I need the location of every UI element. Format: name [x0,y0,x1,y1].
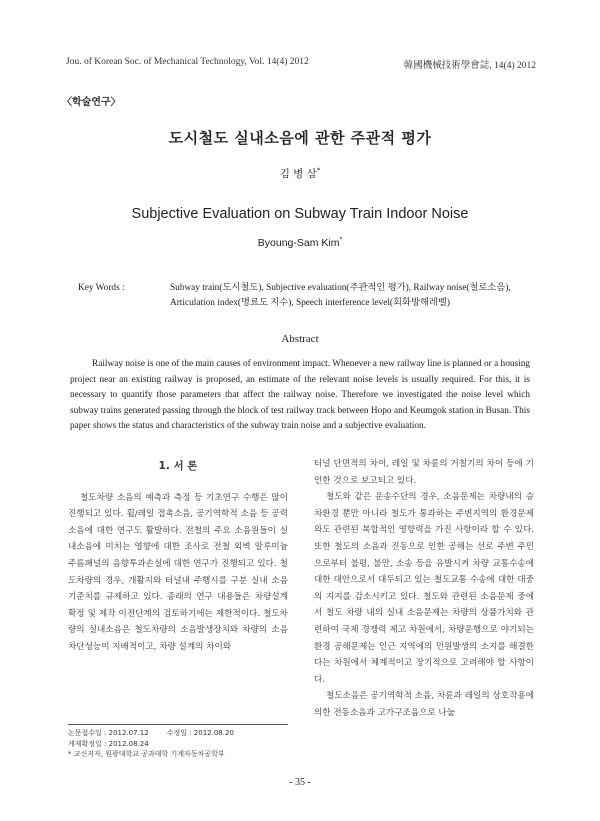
body-column-right [314,456,534,722]
section-heading-introduction: 1. 서 론 [158,460,198,472]
author-korean [0,166,600,181]
page-number: - 35 - [289,777,311,788]
author-english-name: Byoung-Sam Kim [257,237,340,249]
footnote-dates [68,728,288,739]
keywords [78,281,550,311]
abstract-heading: Abstract [281,333,319,345]
corresponding-author: * 교신저자, 원광대학교 공과대학 기계자동차공학부 [68,750,225,758]
footnote [68,724,288,760]
title-english: Subjective Evaluation on Subway Train Indoor Noise [131,206,469,222]
body-column-left [68,456,288,656]
abstract-text [70,357,530,435]
header-journal-en: Jou. of Korean Soc. of Mechanical Technology, Vol. 14(4) 2012 [66,57,309,67]
date-revised: 수정일 : 2012.08.20 [166,729,234,737]
keywords-label: Key Words : [78,283,125,293]
intro-paragraph-2: 철도와 같은 운송수단의 경우, 소음문제는 차량내의 승차환경 뿐만 아니라 철도가 통과하는 주변지역의 환경문제와도 관련된 복합적인 영향력을 가진 사항이라 할 수 있다. 또한 철도의 소음과 진동으로 인한 공해는 선로 주변 주민으로부터 불평, 불만, 소송 등을 유발시켜 차량 교통수송에 대한 대안으로서 대두되고 있는 철도교통 수송에 대한 대중의 지지를 감소시키고 있다. 철도와 관련된 소음문제 중에서 철도 차량 내의 실내 소음문제는 차량의 상품가치와 관련하여 국제 경쟁력 제고 차원에서, 차량운행으로 야기되는 환경 공해문제는 인근 지역에의 민원발생의 소지를 해결한다는 차원에서 체계적이고 장기적으로 고려해야 할 사항이다. [314,492,534,685]
title-korean: 도시철도 실내소음에 관한 주관적 평가 [168,129,432,147]
author-korean-name: 김 병 삼 [279,168,317,180]
date-accepted: 게재확정일 : 2012.08.24 [68,739,149,748]
intro-paragraph-continued: 터널 단면적의 차이, 레일 및 차륜의 거칠기의 차이 등에 기인한 것으로 보고되고 있다. [314,459,534,486]
running-header [66,57,536,71]
intro-paragraph-1: 철도차량 소음의 예측과 측정 등 기초연구 수행은 많이 진행되고 있다. 휠/레일 접촉소음, 공기역학적 소음 등 공력소음에 대한 연구도 활발하다. 전철의 주요 소음원들이 실내소음에 미치는 영향에 대한 조사로 전철 외벽 알루미늄 주름패널의 음향투과손실에 대한 연구가 진행되고 있다. 철도차량의 경우, 개활지와 터널내 주행시를 구분 실내 소음기준치를 규제하고 있다. 종래의 연구 내용들은 차량설계 확정 및 제작 이전단계의 검토하기에는 제한적이다. 철도차량의 실내소음은 철도차량의 소음발생장치와 차량의 소음차단성능이 지배적이고, 차량 설계의 차이와 [68,492,288,652]
section-tag: 〈학술연구〉 [62,97,121,108]
keywords-line-1: Subway train(도시철도), Subjective evaluation(주관적인 평가), Railway noise(철로소음), [170,283,511,293]
date-received: 논문접수일 : 2012.07.12 [68,729,149,737]
author-english [0,237,600,249]
abstract-paragraph: Railway noise is one of the main causes of environment impact. Whenever a new railway line is planned or a housing project near an existing railway is proposed, an estimate of the relevant noise levels is usually required. For this, it is necessary to quantify those parameters that affect the railway noise. Therefore we investigated the noise level which subway trains generated passing through the block of test railway track between Hopo and Keumgok station in Busan. This paper shows the status and characteristics of the subway train noise and a subjective evaluation. [70,359,530,432]
keywords-line-2: Articulation index(명료도 지수), Speech interference level(회화방해레벨) [170,298,450,308]
intro-paragraph-3: 철도소음은 공기역학적 소음, 차륜과 레일의 상호작용에 의한 전동소음과 고가구조음으로 나눌 [314,691,534,718]
header-journal-ko: 韓國機械技術學會誌, 14(4) 2012 [403,61,536,71]
author-korean-mark: * [316,166,321,175]
author-english-mark: * [339,236,343,244]
